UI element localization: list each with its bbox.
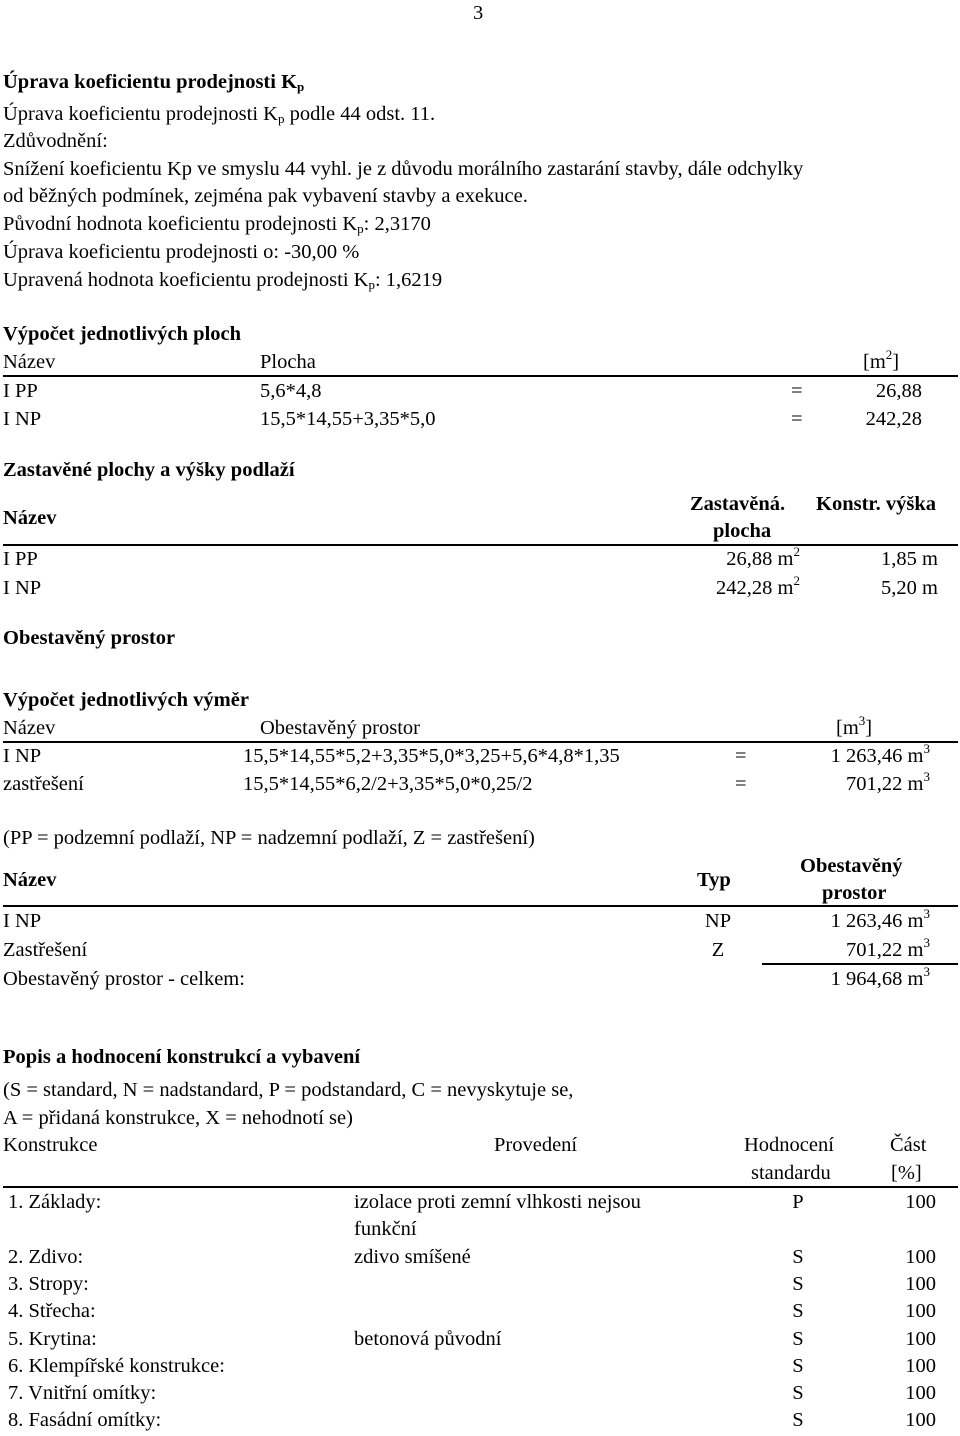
built-header-rule [3, 544, 958, 546]
construction-row-share: 100 [905, 1273, 936, 1295]
areas-row-eq: = [791, 408, 803, 430]
constructions-col-rating-line1: Hodnocení [744, 1134, 834, 1156]
construction-row-execution: zdivo smíšené [354, 1246, 471, 1268]
construction-row-name: 1. Základy: [8, 1191, 102, 1213]
constructions-col-construction: Konstrukce [3, 1134, 98, 1156]
areas-header-rule [3, 375, 958, 377]
volume-calc-title: Výpočet jednotlivých výměr [3, 689, 249, 711]
construction-row-name: 4. Střecha: [8, 1300, 96, 1322]
built-col-area-line1: Zastavěná. [690, 493, 786, 515]
construction-row-share: 100 [905, 1409, 936, 1431]
construction-row-name: 2. Zdivo: [8, 1246, 84, 1268]
summary-total-value-sup: 3 [923, 964, 930, 979]
summary-header-rule [3, 905, 958, 907]
volume-row-value-text: 701,22 m [846, 773, 924, 795]
built-col-area-line2: plocha [713, 520, 772, 542]
areas-row-formula: 5,6*4,8 [260, 380, 322, 402]
volume-row-value [770, 769, 930, 795]
kp-adjusted-sub: p [368, 277, 375, 292]
volume-row-value-text: 1 263,46 m [830, 745, 924, 767]
built-row-area-sup: 2 [793, 544, 800, 559]
constructions-title: Popis a hodnocení konstrukcí a vybavení [3, 1046, 361, 1068]
kp-line1-text: Úprava koeficientu prodejnosti K [3, 103, 278, 125]
built-row-name: I PP [3, 548, 38, 570]
construction-row-execution-cont: funkční [354, 1218, 417, 1240]
built-row-area-sup: 2 [793, 573, 800, 588]
summary-row-value [770, 935, 930, 961]
summary-row-value-sup: 3 [923, 906, 930, 921]
areas-unit-end: ] [892, 351, 900, 373]
built-row-area [660, 573, 800, 599]
kp-line1-sub: p [277, 111, 285, 126]
kp-line1-rest: podle 44 odst. 11. [284, 103, 436, 125]
built-row-area-text: 242,28 m [716, 577, 794, 599]
areas-row-formula: 15,5*14,55+3,35*5,0 [260, 408, 436, 430]
summary-row-name: Zastřešení [3, 939, 88, 961]
kp-adjusted-value [3, 270, 442, 291]
areas-col-area: Plocha [260, 351, 316, 373]
areas-unit-text: [m [863, 351, 886, 373]
construction-row-rating: P [792, 1191, 804, 1213]
areas-row-value: 242,28 [865, 408, 922, 430]
constructions-col-execution: Provedení [494, 1134, 578, 1156]
kp-adjusted-number: : 1,6219 [374, 269, 443, 291]
summary-row-value-text: 701,22 m [846, 939, 924, 961]
summary-row-value-sup: 3 [923, 935, 930, 950]
built-col-height: Konstr. výška [816, 493, 936, 515]
volume-row-eq: = [735, 773, 747, 795]
summary-col-volume-line2: prostor [822, 882, 887, 904]
areas-row-eq: = [791, 380, 803, 402]
built-row-height: 5,20 m [881, 577, 938, 599]
built-areas-title: Zastavěné plochy a výšky podlaží [3, 459, 295, 481]
summary-total-value [770, 964, 930, 990]
kp-original-sub: p [357, 221, 364, 236]
constructions-col-share-line2: [%] [891, 1162, 922, 1184]
volume-unit-sup: 3 [858, 713, 866, 728]
constructions-col-share-line1: Část [890, 1134, 927, 1156]
construction-row-name: 8. Fasádní omítky: [8, 1409, 162, 1431]
volume-legend: (PP = podzemní podlaží, NP = nadzemní podlaží, Z = zastřešení) [3, 827, 535, 849]
built-row-area [660, 544, 800, 570]
construction-row-share: 100 [905, 1246, 936, 1268]
built-row-name: I NP [3, 577, 42, 599]
kp-adjusted-label: Upravená hodnota koeficientu prodejnosti K [3, 269, 369, 291]
volume-title: Obestavěný prostor [3, 627, 176, 649]
summary-col-volume-line1: Obestavěný [800, 855, 903, 877]
summary-col-type: Typ [697, 869, 731, 891]
construction-row-rating: S [792, 1328, 804, 1350]
constructions-legend-line1: (S = standard, N = nadstandard, P = podstandard, C = nevyskytuje se, [3, 1079, 574, 1101]
construction-row-share: 100 [905, 1355, 936, 1377]
construction-row-name: 7. Vnitřní omítky: [8, 1382, 157, 1404]
volume-unit-text: [m [836, 717, 859, 739]
kp-original-number: : 2,3170 [363, 213, 431, 235]
volume-row-eq: = [735, 745, 747, 767]
areas-title: Výpočet jednotlivých ploch [3, 323, 242, 345]
volume-col-volume: Obestavěný prostor [260, 717, 420, 739]
volume-row-name: I NP [3, 745, 42, 767]
construction-row-name: 5. Krytina: [8, 1328, 97, 1350]
built-col-name: Název [3, 507, 57, 529]
volume-row-formula: 15,5*14,55*5,2+3,35*5,0*3,25+5,6*4,8*1,35 [243, 745, 620, 767]
areas-row-name: I NP [3, 408, 42, 430]
areas-col-unit [863, 347, 900, 373]
summary-row-value-text: 1 263,46 m [830, 910, 924, 932]
construction-row-name: 6. Klempířské konstrukce: [8, 1355, 225, 1377]
volume-header-rule [3, 741, 958, 743]
volume-col-unit [836, 713, 873, 739]
construction-row-execution: betonová původní [354, 1328, 502, 1350]
volume-row-value-sup: 3 [923, 769, 930, 784]
construction-row-rating: S [792, 1246, 804, 1268]
areas-row-name: I PP [3, 380, 38, 402]
volume-col-name: Název [3, 717, 56, 739]
page-number: 3 [473, 2, 484, 24]
kp-title-text: Úprava koeficientu prodejnosti K [3, 71, 298, 93]
construction-row-share: 100 [905, 1191, 936, 1213]
justification-line1: Snížení koeficientu Kp ve smyslu 44 vyhl. je z důvodu morálního zastarání stavby, dále odchylky [3, 158, 804, 180]
justification-label: Zdůvodnění: [3, 130, 108, 152]
construction-row-rating: S [792, 1273, 804, 1295]
construction-row-rating: S [792, 1409, 804, 1431]
construction-row-rating: S [792, 1355, 804, 1377]
volume-row-value [770, 741, 930, 767]
kp-section-title [3, 72, 304, 93]
kp-original-value [3, 214, 431, 235]
volume-row-value-sup: 3 [923, 741, 930, 756]
constructions-legend-line2: A = přidaná konstrukce, X = nehodnotí se) [3, 1107, 353, 1129]
construction-row-share: 100 [905, 1328, 936, 1350]
kp-original-label: Původní hodnota koeficientu prodejnosti K [3, 213, 358, 235]
justification-line2: od běžných podmínek, zejména pak vybavení stavby a exekuce. [3, 185, 528, 207]
construction-row-rating: S [792, 1300, 804, 1322]
construction-row-share: 100 [905, 1300, 936, 1322]
summary-total-label: Obestavěný prostor - celkem: [3, 968, 245, 990]
volume-row-formula: 15,5*14,55*6,2/2+3,35*5,0*0,25/2 [243, 773, 533, 795]
built-row-height: 1,85 m [881, 548, 938, 570]
built-row-area-text: 26,88 m [726, 548, 794, 570]
summary-row-value [770, 906, 930, 932]
summary-row-type: Z [711, 939, 725, 961]
summary-col-name: Název [3, 869, 57, 891]
constructions-header-rule [3, 1186, 958, 1188]
volume-row-name: zastřešení [3, 773, 84, 795]
construction-row-name: 3. Stropy: [8, 1273, 89, 1295]
constructions-col-rating-line2: standardu [751, 1162, 831, 1184]
kp-title-sub: p [297, 79, 305, 94]
volume-unit-end: ] [865, 717, 873, 739]
construction-row-share: 100 [905, 1382, 936, 1404]
construction-row-rating: S [792, 1382, 804, 1404]
areas-unit-sup: 2 [885, 347, 893, 362]
summary-total-value-text: 1 964,68 m [830, 968, 924, 990]
areas-row-value: 26,88 [875, 380, 922, 402]
construction-row-execution: izolace proti zemní vlhkosti nejsou [354, 1191, 641, 1213]
areas-col-name: Název [3, 351, 56, 373]
summary-row-name: I NP [3, 910, 42, 932]
summary-row-type: NP [704, 910, 732, 932]
kp-adjustment-percent: Úprava koeficientu prodejnosti o: -30,00 % [3, 241, 360, 263]
kp-adjustment-line [3, 104, 435, 125]
